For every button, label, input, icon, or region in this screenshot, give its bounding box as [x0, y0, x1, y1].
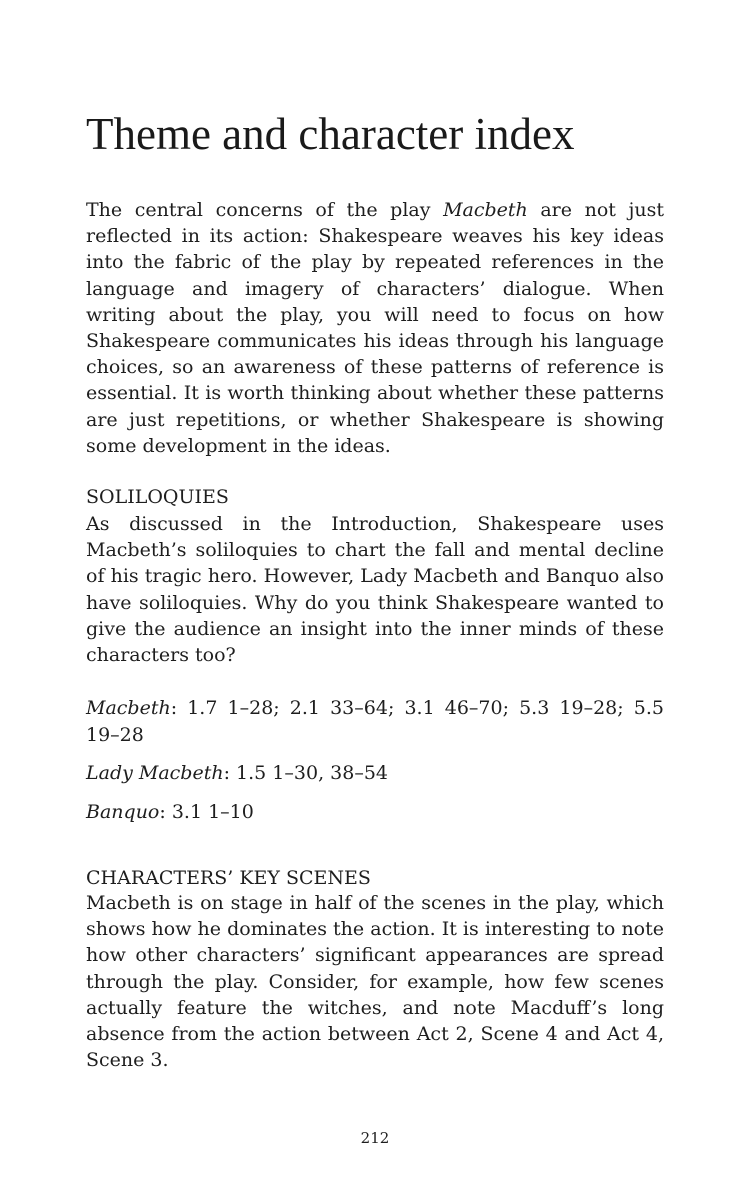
- ref-separator: :: [223, 762, 237, 784]
- intro-text-after: are not just reflected in its action: Shakespeare weaves his key ideas into the fabric of the play by repeated references in the language and imagery of characters’ dialogue. When writing about the play, you will need to focus on how Shakespeare communicates his ideas through his language choices, so an awareness of these patterns of reference is essential. It is worth thinking about whether these patterns are just repetitions, or whether Shakespeare is showing some development in the ideas.: [86, 199, 664, 457]
- character-name: Lady Macbeth: [86, 762, 224, 784]
- banquo-references: [86, 799, 664, 826]
- scene-references: 3.1 1–10: [171, 801, 254, 823]
- intro-text-before: The central concerns of the play: [86, 199, 444, 221]
- page-title: Theme and character index: [86, 109, 575, 159]
- play-title-italic: Macbeth: [443, 199, 528, 221]
- character-name: Macbeth: [86, 697, 171, 719]
- ref-separator: :: [170, 697, 188, 719]
- intro-paragraph: [86, 197, 664, 459]
- lady-macbeth-references: [86, 760, 664, 787]
- key-scenes-heading: CHARACTERS’ KEY SCENES: [86, 867, 371, 889]
- soliloquies-heading: SOLILOQUIES: [86, 486, 229, 508]
- scene-references: 1.5 1–30, 38–54: [236, 762, 389, 784]
- macbeth-references: [86, 695, 664, 748]
- character-name: Banquo: [86, 801, 160, 823]
- page-number: 212: [360, 1129, 390, 1147]
- ref-separator: :: [159, 801, 172, 823]
- soliloquies-paragraph: As discussed in the Introduction, Shakespeare uses Macbeth’s soliloquies to chart the fall and mental decline of his tragic hero. However, Lady Macbeth and Banquo also have soliloquies. Why do you think Shakespeare wanted to give the audience an insight into the inner minds of these characters too?: [86, 513, 664, 667]
- key-scenes-paragraph: Macbeth is on stage in half of the scenes in the play, which shows how he dominates the action. It is interesting to note how other characters’ significant appearances are spread through the play. Consider, for example, how few scenes actually feature the witches, and note Macduff’s long absence from the action between Act 2, Scene 4 and Act 4, Scene 3.: [86, 892, 664, 1072]
- scene-references: 1.7 1–28; 2.1 33–64; 3.1 46–70; 5.3 19–28; 5.5 19–28: [86, 697, 664, 746]
